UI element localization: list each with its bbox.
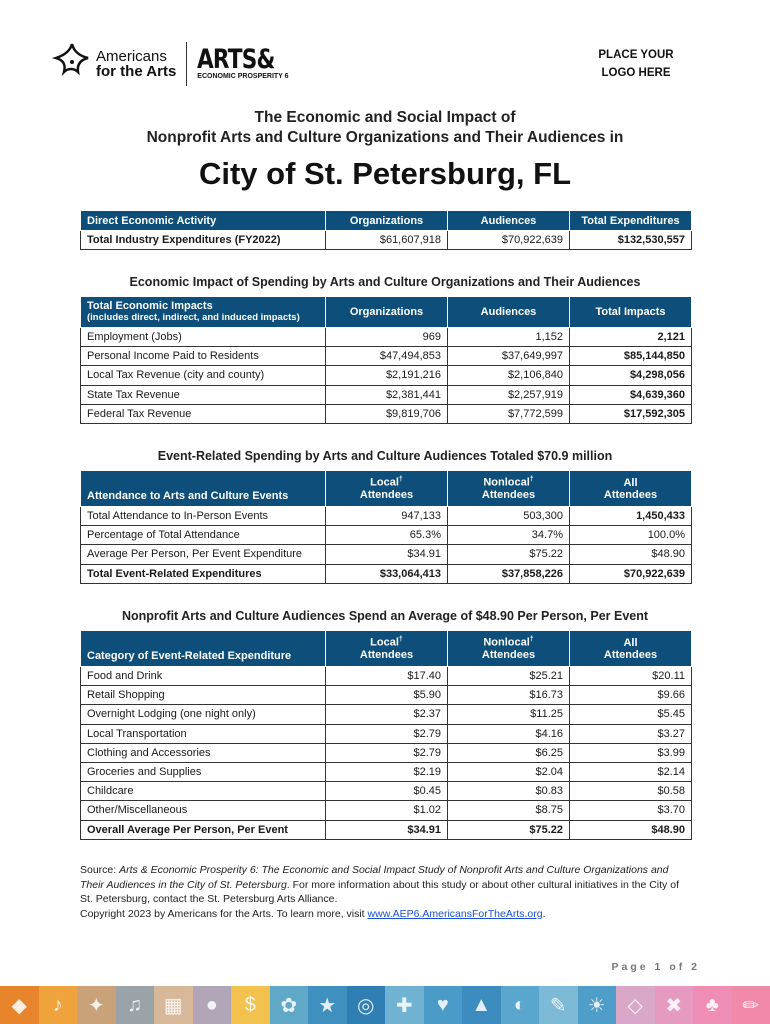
table-row — [81, 782, 692, 801]
city-title: City of St. Petersburg, FL — [198, 156, 572, 191]
table-cell: 503,300 — [448, 507, 570, 526]
table-cell: Food and Drink — [81, 667, 326, 686]
table-cell: $9,819,706 — [326, 404, 448, 423]
table-row — [81, 404, 692, 423]
table-cell: Overnight Lodging (one night only) — [81, 705, 326, 724]
table-cell: $3.99 — [570, 743, 692, 762]
pattern-tile-icon: ◎ — [347, 986, 386, 1024]
table-row — [81, 507, 692, 526]
pattern-tile-icon: ✿ — [270, 986, 309, 1024]
table-cell: Employment (Jobs) — [81, 328, 326, 347]
table-cell: $5.90 — [326, 686, 448, 705]
table-cell: $33,064,413 — [326, 564, 448, 583]
table-cell: $47,494,853 — [326, 347, 448, 366]
table-cell: $75.22 — [448, 545, 570, 564]
spend-table — [80, 630, 692, 840]
pattern-tile-icon: ▦ — [154, 986, 193, 1024]
pattern-tile-icon: ♣ — [693, 986, 732, 1024]
table-cell: $9.66 — [570, 686, 692, 705]
table-cell: $17,592,305 — [570, 404, 692, 423]
table-cell: $2,381,441 — [326, 385, 448, 404]
pattern-tile-icon: ● — [193, 986, 232, 1024]
pattern-tile-icon: ♫ — [116, 986, 155, 1024]
table-row — [81, 526, 692, 545]
table-cell: Overall Average Per Person, Per Event — [81, 820, 326, 839]
table-cell: $7,772,599 — [448, 404, 570, 423]
impact-header-main: Total Economic Impacts (includes direct, indirect, and induced impacts) — [81, 297, 326, 328]
pattern-tile-icon: ☀ — [578, 986, 617, 1024]
table-cell: Groceries and Supplies — [81, 762, 326, 781]
pattern-tile-icon: ★ — [308, 986, 347, 1024]
afa-wordmark: Americans for the Arts — [96, 48, 177, 80]
logo-divider — [186, 42, 187, 86]
table-cell: Federal Tax Revenue — [81, 404, 326, 423]
table-cell: $20.11 — [570, 667, 692, 686]
table-header-cell: Audiences — [448, 297, 570, 328]
pattern-tile-icon: ✏ — [732, 986, 770, 1024]
pattern-tile-icon: $ — [231, 986, 270, 1024]
table-row — [81, 231, 692, 250]
table-cell: $1.02 — [326, 801, 448, 820]
pattern-tile-icon: ♥ — [424, 986, 463, 1024]
table-cell: 34.7% — [448, 526, 570, 545]
table-row — [81, 545, 692, 564]
table-header-cell: Organizations — [326, 297, 448, 328]
direct-header-total: Total Expenditures — [570, 211, 692, 231]
event-section-title: Event-Related Spending by Arts and Culture Audiences Totaled $70.9 million — [157, 449, 613, 463]
col-all: All Attendees — [570, 631, 692, 667]
table-cell: Other/Miscellaneous — [81, 801, 326, 820]
table-cell: $2,191,216 — [326, 366, 448, 385]
table-total-row — [81, 820, 692, 839]
pattern-tile-icon: ◇ — [616, 986, 655, 1024]
table-row — [81, 705, 692, 724]
table-cell: $3.27 — [570, 724, 692, 743]
table-cell: $8.75 — [448, 801, 570, 820]
col-all: All Attendees — [570, 471, 692, 507]
col-nonlocal: Nonlocal† Attendees — [448, 471, 570, 507]
direct-header-organizations: Organizations — [326, 211, 448, 231]
table-cell: 947,133 — [326, 507, 448, 526]
table-cell: $2.19 — [326, 762, 448, 781]
impact-table — [80, 296, 692, 424]
pattern-tile-icon: ♪ — [39, 986, 78, 1024]
table-cell: Local Transportation — [81, 724, 326, 743]
source-note: Source: Arts & Economic Prosperity 6: The Economic and Social Impact Study of Nonprofit Arts and Culture Organizations and Their Audiences in the City of St. Petersburg. For more information about this study or about other cultural initiatives in the City of St. Petersburg, contact the St. Petersburg Arts Alliance. — [80, 864, 679, 905]
table-cell: $34.91 — [326, 820, 448, 839]
table-cell: Percentage of Total Attendance — [81, 526, 326, 545]
table-row — [81, 743, 692, 762]
table-cell: State Tax Revenue — [81, 385, 326, 404]
table-row — [81, 328, 692, 347]
table-cell: $37,858,226 — [448, 564, 570, 583]
study-link[interactable]: www.AEP6.AmericansForTheArts.org — [367, 908, 543, 920]
impact-section-title: Economic Impact of Spending by Arts and Culture Organizations and Their Audiences — [129, 275, 641, 289]
table-cell: $70,922,639 — [570, 564, 692, 583]
aep6-logo: ARTS& ECONOMIC PROSPERITY 6 — [197, 44, 289, 80]
table-cell: $85,144,850 — [570, 347, 692, 366]
table-cell: 1,152 — [448, 328, 570, 347]
copyright-line: Copyright 2023 by Americans for the Arts. To learn more, visit www.AEP6.AmericansForTheArts.org. — [80, 908, 546, 920]
table-cell: Childcare — [81, 782, 326, 801]
table-cell: $2.79 — [326, 743, 448, 762]
decorative-pattern-band — [0, 986, 770, 1024]
pattern-tile-icon: ✎ — [539, 986, 578, 1024]
table-cell: 100.0% — [570, 526, 692, 545]
table-header-cell: Total Impacts — [570, 297, 692, 328]
table-cell: 2,121 — [570, 328, 692, 347]
table-cell: $2.37 — [326, 705, 448, 724]
table-cell: $17.40 — [326, 667, 448, 686]
direct-header-activity: Direct Economic Activity — [81, 211, 326, 231]
table-cell: $4,639,360 — [570, 385, 692, 404]
table-row — [81, 667, 692, 686]
table-cell: $75.22 — [448, 820, 570, 839]
col-local: Local† Attendees — [326, 471, 448, 507]
table-cell: $0.58 — [570, 782, 692, 801]
table-cell: 969 — [326, 328, 448, 347]
table-cell: $6.25 — [448, 743, 570, 762]
place-logo-placeholder: PLACE YOUR LOGO HERE — [598, 49, 674, 79]
table-cell: $48.90 — [570, 820, 692, 839]
table-cell: $0.45 — [326, 782, 448, 801]
pattern-tile-icon: ◐ — [501, 986, 540, 1024]
table-row — [81, 385, 692, 404]
table-cell: 65.3% — [326, 526, 448, 545]
table-cell: Total Industry Expenditures (FY2022) — [81, 231, 326, 250]
table-row — [81, 762, 692, 781]
report-title: The Economic and Social Impact of Nonprofit Arts and Culture Organizations and Their Audiences in — [146, 109, 624, 146]
table-cell: $25.21 — [448, 667, 570, 686]
header-logos — [52, 40, 294, 88]
table-cell: $4,298,056 — [570, 366, 692, 385]
table-cell: Local Tax Revenue (city and county) — [81, 366, 326, 385]
table-cell: $2,257,919 — [448, 385, 570, 404]
spend-section-title: Nonprofit Arts and Culture Audiences Spend an Average of $48.90 Per Person, Per Event — [121, 609, 649, 623]
table-row — [81, 366, 692, 385]
table-cell: Personal Income Paid to Residents — [81, 347, 326, 366]
direct-header-audiences: Audiences — [448, 211, 570, 231]
table-cell: Total Event-Related Expenditures — [81, 564, 326, 583]
table-cell: $2.04 — [448, 762, 570, 781]
table-cell: 1,450,433 — [570, 507, 692, 526]
table-row — [81, 686, 692, 705]
event-table — [80, 470, 692, 584]
table-cell: $34.91 — [326, 545, 448, 564]
star-figure-icon — [52, 42, 92, 86]
table-cell: $48.90 — [570, 545, 692, 564]
table-cell: $2,106,840 — [448, 366, 570, 385]
table-cell: $0.83 — [448, 782, 570, 801]
table-total-row — [81, 564, 692, 583]
table-cell: $16.73 — [448, 686, 570, 705]
table-cell: $132,530,557 — [570, 231, 692, 250]
table-header-cell: Category of Event-Related Expenditure — [81, 631, 326, 667]
table-cell: $11.25 — [448, 705, 570, 724]
table-row — [81, 347, 692, 366]
table-cell: $3.70 — [570, 801, 692, 820]
pattern-tile-icon: ▲ — [462, 986, 501, 1024]
table-header-cell: Attendance to Arts and Culture Events — [81, 471, 326, 507]
pattern-tile-icon: ✚ — [385, 986, 424, 1024]
table-row — [81, 801, 692, 820]
pattern-tile-icon: ✦ — [77, 986, 116, 1024]
table-cell: $37,649,997 — [448, 347, 570, 366]
col-local: Local† Attendees — [326, 631, 448, 667]
table-cell: $2.79 — [326, 724, 448, 743]
table-cell: Clothing and Accessories — [81, 743, 326, 762]
table-cell: Total Attendance to In-Person Events — [81, 507, 326, 526]
table-cell: Average Per Person, Per Event Expenditure — [81, 545, 326, 564]
table-cell: $61,607,918 — [326, 231, 448, 250]
table-cell: $70,922,639 — [448, 231, 570, 250]
direct-activity-table — [80, 210, 692, 250]
table-cell: Retail Shopping — [81, 686, 326, 705]
table-cell: $4.16 — [448, 724, 570, 743]
pattern-tile-icon: ◆ — [0, 986, 39, 1024]
table-cell: $2.14 — [570, 762, 692, 781]
pattern-tile-icon: ✖ — [655, 986, 694, 1024]
table-cell: $5.45 — [570, 705, 692, 724]
table-row — [81, 724, 692, 743]
col-nonlocal: Nonlocal† Attendees — [448, 631, 570, 667]
page-number: Page 1 of 2 — [611, 961, 700, 973]
